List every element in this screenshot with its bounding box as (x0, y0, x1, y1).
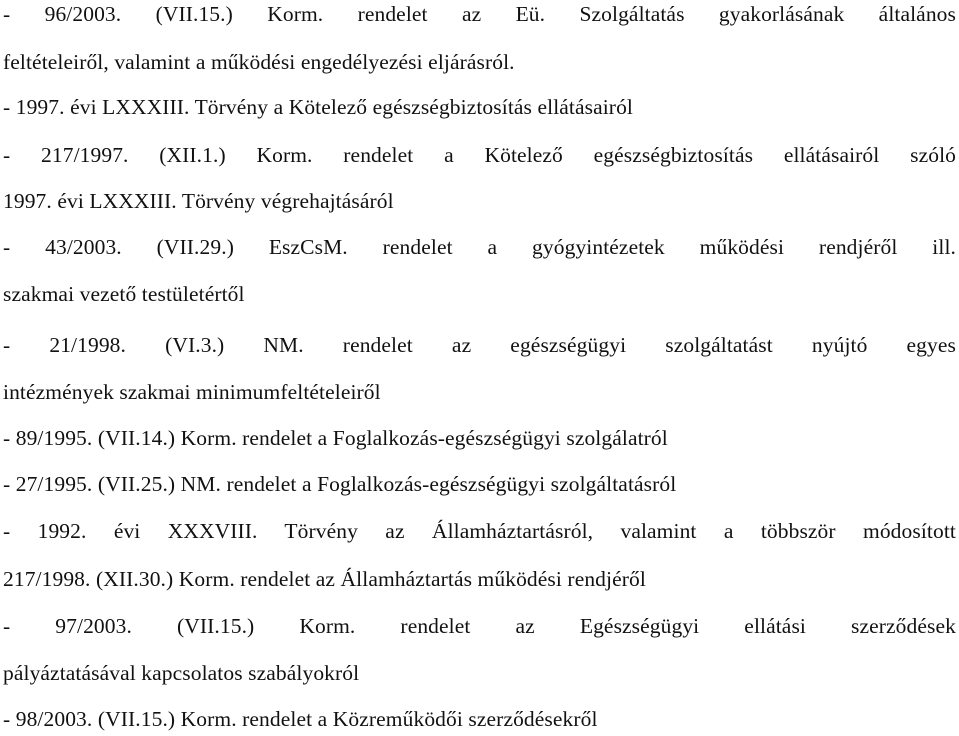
text-line: - 89/1995. (VII.14.) Korm. rendelet a Foglalkozás-egészségügyi szolgálatról (3, 426, 668, 450)
text-line: - 43/2003. (VII.29.) EszCsM. rendelet a gyógyintézetek működési rendjéről ill. (3, 235, 956, 259)
text-line: - 21/1998. (VI.3.) NM. rendelet az egészségügyi szolgáltatást nyújtó egyes (3, 333, 956, 357)
text-line: pályáztatásával kapcsolatos szabályokról (3, 661, 360, 685)
text-line: szakmai vezető testületértől (3, 282, 245, 306)
text-line: feltételeiről, valamint a működési engedélyezési eljárásról. (3, 50, 515, 74)
text-line: - 217/1997. (XII.1.) Korm. rendelet a Kötelező egészségbiztosítás ellátásairól szóló (3, 143, 956, 167)
text-line: 1997. évi LXXXIII. Törvény végrehajtásáról (3, 189, 394, 213)
text-line: 217/1998. (XII.30.) Korm. rendelet az Államháztartás működési rendjéről (3, 567, 646, 591)
text-line: - 27/1995. (VII.25.) NM. rendelet a Foglalkozás-egészségügyi szolgáltatásról (3, 472, 677, 496)
text-line: - 1997. évi LXXXIII. Törvény a Kötelező egészségbiztosítás ellátásairól (3, 95, 633, 119)
text-line: - 97/2003. (VII.15.) Korm. rendelet az Egészségügyi ellátási szerződések (3, 614, 956, 638)
text-line: - 96/2003. (VII.15.) Korm. rendelet az Eü. Szolgáltatás gyakorlásának általános (3, 2, 956, 26)
text-line: - 98/2003. (VII.15.) Korm. rendelet a Közreműködői szerződésekről (3, 707, 598, 731)
text-line: intézmények szakmai minimumfeltételeiről (3, 380, 381, 404)
text-line: - 1992. évi XXXVIII. Törvény az Államháztartásról, valamint a többször módosított (3, 519, 956, 543)
